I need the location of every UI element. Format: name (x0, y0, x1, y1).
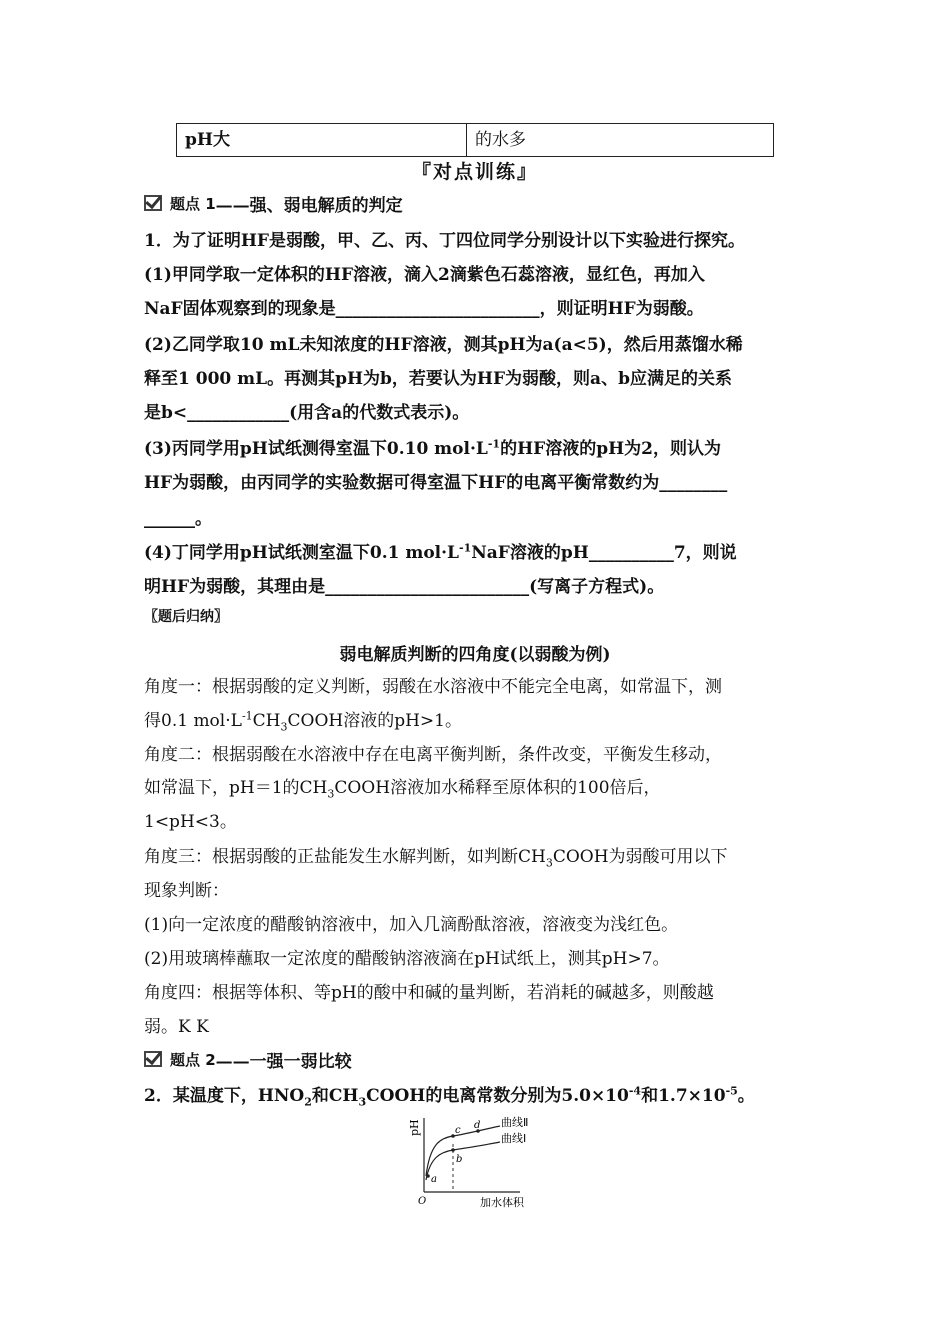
subscript: 3 (327, 787, 335, 801)
point-d-label: d (474, 1120, 481, 1131)
text-segment: COOH的电离常数分别为5.0×10 (366, 1086, 629, 1106)
angle-3-line-3: (1)向一定浓度的醋酸钠溶液中，加入几滴酚酞溶液，溶液变为浅红色。 (144, 915, 679, 935)
question-1-part-2-line-2: 释至1 000 mL。再测其pH为b，若要认为HF为弱酸，则a、b应满足的关系 (144, 369, 732, 389)
curve-ii-label: 曲线Ⅱ (501, 1116, 529, 1129)
superscript: -5 (725, 1084, 738, 1098)
text-segment: COOH溶液加水稀释至原体积的100倍后， (334, 778, 661, 798)
table-cell-right: 的水多 (475, 130, 526, 150)
question-1-part-4-line-1 (144, 541, 814, 565)
question-1-part-1-line-2: NaF固体观察到的现象是________________________，则证明HF为弱酸。 (144, 299, 704, 319)
question-1-stem: 1．为了证明HF是弱酸，甲、乙、丙、丁四位同学分别设计以下实验进行探究。 (144, 231, 745, 251)
origin-label: O (418, 1196, 427, 1207)
angle-4-line-1: 角度四：根据等体积、等pH的酸中和碱的量判断，若消耗的碱越多，则酸越 (144, 983, 714, 1003)
subscript: 3 (358, 1095, 367, 1109)
superscript: -1 (241, 709, 253, 723)
text-segment: 2．某温度下，HNO (144, 1086, 305, 1106)
topic-heading-1 (144, 191, 403, 215)
superscript: -1 (459, 541, 472, 555)
point-a-marker (426, 1174, 430, 1178)
summary-title: 弱电解质判断的四角度(以弱酸为例) (339, 645, 611, 665)
text-segment: 如常温下，pH＝1的CH (144, 778, 328, 798)
subscript: 3 (280, 720, 288, 734)
subscript: 2 (304, 1095, 312, 1109)
text-segment: CH (252, 711, 281, 731)
subscript: 3 (545, 856, 553, 870)
text-segment: COOH为弱酸可用以下 (552, 847, 728, 867)
topic-title: ——一强一弱比较 (215, 1051, 352, 1072)
topic-label: 题点 1 (170, 194, 216, 213)
y-axis-label: pH (408, 1119, 421, 1136)
angle-2-line-2 (144, 776, 814, 800)
question-1-part-3-line-1 (144, 437, 814, 461)
text-segment: (4)丁同学用pH试纸测室温下0.1 mol·L (144, 543, 460, 563)
superscript: -1 (487, 437, 501, 451)
question-1-part-2-line-1: (2)乙同学取10 mL未知浓度的HF溶液，测其pH为a(a<5)，然后用蒸馏水稀 (144, 335, 743, 355)
question-1-part-3-line-3: ______。 (144, 509, 212, 529)
checkbox-icon (144, 1051, 162, 1067)
text-segment: 角度三：根据弱酸的正盐能发生水解判断，如判断CH (144, 847, 546, 867)
text-segment: 的HF溶液的pH为2，则认为 (500, 439, 721, 459)
text-segment: (3)丙同学用pH试纸测得室温下0.10 mol·L (144, 439, 488, 459)
angle-1-line-2 (144, 709, 814, 733)
point-a-label: a (431, 1174, 437, 1185)
comparison-table-row (176, 123, 774, 157)
question-1-part-4-line-2: 明HF为弱酸，其理由是________________________(写离子方程式)。 (144, 577, 665, 597)
point-b-marker (451, 1148, 455, 1152)
text-segment: COOH溶液的pH>1。 (287, 711, 462, 731)
topic-heading-2 (144, 1047, 352, 1071)
angle-2-line-1: 角度二：根据弱酸在水溶液中存在电离平衡判断，条件改变，平衡发生移动， (144, 745, 722, 765)
text-segment: 得0.1 mol·L (144, 711, 242, 731)
text-segment: NaF溶液的pH__________7，则说 (471, 543, 737, 563)
angle-3-line-4: (2)用玻璃棒蘸取一定浓度的醋酸钠溶液滴在pH试纸上，测其pH>7。 (144, 949, 670, 969)
text-segment: 。 (737, 1086, 755, 1106)
text-segment: 和1.7×10 (641, 1086, 726, 1106)
curve-ii-line (426, 1126, 500, 1176)
ph-dilution-figure (400, 1114, 560, 1214)
text-segment: 和CH (311, 1086, 359, 1106)
topic-label: 题点 2 (170, 1050, 216, 1069)
angle-3-line-2: 现象判断： (144, 881, 229, 901)
topic-title: ——强、弱电解质的判定 (215, 195, 403, 216)
question-1-part-2-line-3: 是b<____________(用含a的代数式表示)。 (144, 403, 470, 423)
question-1-part-1-line-1: (1)甲同学取一定体积的HF溶液，滴入2滴紫色石蕊溶液，显红色，再加入 (144, 265, 705, 285)
angle-2-line-3: 1<pH<3。 (144, 812, 237, 832)
question-1-part-3-line-2: HF为弱酸，由丙同学的实验数据可得室温下HF的电离平衡常数约为________ (144, 473, 728, 493)
angle-4-line-2: 弱。K K (144, 1017, 209, 1037)
question-2-stem (144, 1084, 814, 1108)
point-c-label: c (455, 1125, 461, 1136)
superscript: -4 (628, 1084, 642, 1098)
curve-i-line (426, 1142, 500, 1180)
table-cell-left: pH大 (177, 124, 467, 156)
angle-1-line-1: 角度一：根据弱酸的定义判断，弱酸在水溶液中不能完全电离，如常温下，测 (144, 677, 722, 697)
summary-tag: 〖题后归纳〗 (144, 609, 228, 625)
point-b-label: b (456, 1154, 463, 1165)
angle-3-line-1 (144, 845, 814, 869)
curve-i-label: 曲线Ⅰ (501, 1132, 527, 1145)
section-banner: 『对点训练』 (411, 161, 538, 183)
x-axis-label: 加水体积 (480, 1196, 524, 1209)
checkbox-icon (144, 195, 162, 211)
